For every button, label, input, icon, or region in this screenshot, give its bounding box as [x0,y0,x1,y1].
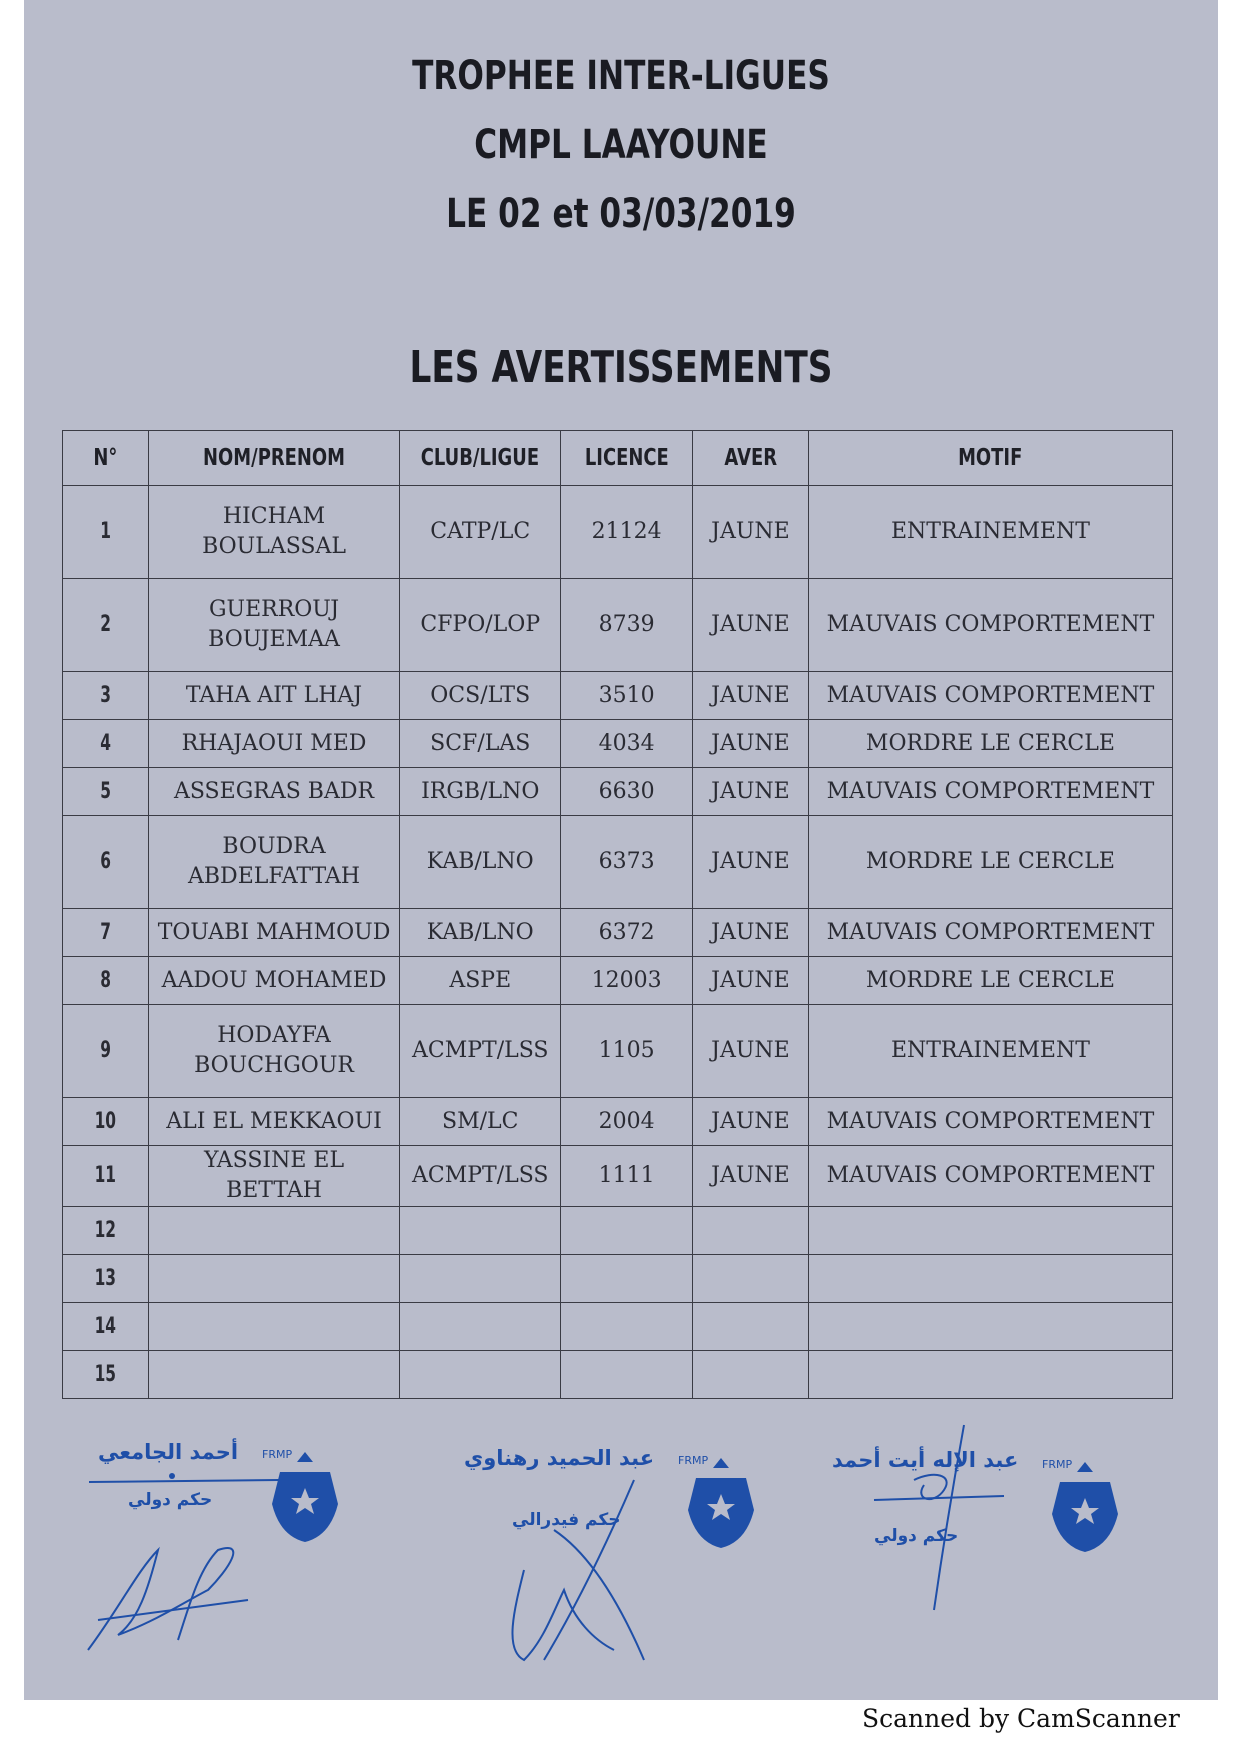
cell-licence: 12003 [561,957,693,1005]
cell-licence: 2004 [561,1098,693,1146]
cell-n: 8 [63,957,149,1005]
table-row [63,1005,1173,1098]
cell-n: 1 [63,486,149,579]
cell-aver: JAUNE [693,816,809,909]
signatory-title: حكم دولي [874,1526,959,1546]
cell-motif: ENTRAINEMENT [808,1005,1172,1098]
table-row [63,1098,1173,1146]
table-row [63,720,1173,768]
event-date: LE 02 et 03/03/2019 [446,191,796,237]
federation-emblem [676,1450,766,1554]
column-header: CLUB/LIGUE [400,431,561,486]
cell-motif: MAUVAIS COMPORTEMENT [808,768,1172,816]
handwritten-signature [78,1530,258,1660]
cell-motif: MAUVAIS COMPORTEMENT [808,1098,1172,1146]
cell-aver: JAUNE [693,1005,809,1098]
cell-name: RHAJAOUI MED [148,720,400,768]
cell-aver: JAUNE [693,1146,809,1207]
document-header [24,42,1218,249]
handwritten-signature [484,1470,684,1670]
table-row [63,486,1173,579]
signatory-name: عبد الإله أيت أحمد [832,1448,1019,1472]
cell-motif: MORDRE LE CERCLE [808,816,1172,909]
cell-club: ACMPT/LSS [400,1005,561,1098]
cell-name: HODAYFA BOUCHGOUR [148,1005,400,1098]
cell-motif [808,1351,1172,1399]
column-header: AVER [693,431,809,486]
cell-aver [693,1351,809,1399]
cell-club [400,1255,561,1303]
cell-name [148,1255,400,1303]
cell-aver: JAUNE [693,768,809,816]
cell-motif: MAUVAIS COMPORTEMENT [808,909,1172,957]
cell-aver: JAUNE [693,957,809,1005]
signatory-name: عبد الحميد رهناوي [464,1446,655,1470]
cell-n: 5 [63,768,149,816]
signature-block-3 [814,1420,1144,1670]
section-title: LES AVERTISSEMENTS [409,342,833,393]
emblem-text: FRMP [1042,1458,1073,1471]
column-header: N° [63,431,149,486]
cell-motif [808,1255,1172,1303]
cell-club: KAB/LNO [400,816,561,909]
cell-n: 2 [63,579,149,672]
cell-name [148,1351,400,1399]
table-row [63,1146,1173,1207]
crest-icon [676,1450,766,1550]
cell-aver: JAUNE [693,486,809,579]
warnings-table [62,430,1173,1399]
cell-licence: 6373 [561,816,693,909]
cell-name: ALI EL MEKKAOUI [148,1098,400,1146]
cell-licence [561,1303,693,1351]
cell-n: 9 [63,1005,149,1098]
federation-emblem [1040,1454,1130,1558]
underline-stroke [84,1470,284,1490]
cell-name: GUERROUJ BOUJEMAA [148,579,400,672]
signature-block-1 [64,1430,384,1670]
cell-club [400,1207,561,1255]
event-title: TROPHEE INTER-LIGUES [412,53,830,99]
cell-licence: 1105 [561,1005,693,1098]
federation-emblem [260,1444,350,1548]
cell-club: ACMPT/LSS [400,1146,561,1207]
crest-icon [260,1444,350,1544]
table-row [63,672,1173,720]
handwritten-signature [854,1420,1014,1620]
cell-club [400,1351,561,1399]
cell-n: 12 [63,1207,149,1255]
cell-club: KAB/LNO [400,909,561,957]
table-row [63,768,1173,816]
column-header: MOTIF [808,431,1172,486]
cell-club: ASPE [400,957,561,1005]
signatory-title: حكم فيدرالي [512,1510,621,1530]
table-body [63,486,1173,1399]
cell-name: BOUDRA ABDELFATTAH [148,816,400,909]
cell-name [148,1207,400,1255]
cell-name [148,1303,400,1351]
cell-aver [693,1303,809,1351]
emblem-text: FRMP [678,1454,709,1467]
venue-title: CMPL LAAYOUNE [474,122,768,168]
cell-n: 3 [63,672,149,720]
cell-club: OCS/LTS [400,672,561,720]
scanned-page [24,0,1218,1700]
emblem-text: FRMP [262,1448,293,1461]
cell-licence: 6372 [561,909,693,957]
cell-licence: 4034 [561,720,693,768]
column-header: LICENCE [561,431,693,486]
table-row [63,816,1173,909]
cell-name: TAHA AIT LHAJ [148,672,400,720]
table-row [63,1303,1173,1351]
cell-aver: JAUNE [693,579,809,672]
table-row [63,909,1173,957]
cell-licence: 6630 [561,768,693,816]
cell-n: 11 [63,1146,149,1207]
cell-n: 10 [63,1098,149,1146]
cell-aver [693,1255,809,1303]
cell-motif: MAUVAIS COMPORTEMENT [808,579,1172,672]
cell-licence: 3510 [561,672,693,720]
cell-n: 15 [63,1351,149,1399]
cell-licence [561,1207,693,1255]
cell-motif [808,1207,1172,1255]
table-row [63,957,1173,1005]
column-header: NOM/PRENOM [148,431,400,486]
cell-licence: 21124 [561,486,693,579]
cell-n: 7 [63,909,149,957]
cell-club [400,1303,561,1351]
cell-motif: MORDRE LE CERCLE [808,720,1172,768]
scan-credit: Scanned by CamScanner [862,1704,1180,1733]
table-row [63,1207,1173,1255]
crest-icon [1040,1454,1130,1554]
cell-club: IRGB/LNO [400,768,561,816]
cell-name: ASSEGRAS BADR [148,768,400,816]
cell-licence: 8739 [561,579,693,672]
signatory-name: أحمد الجامعي [98,1440,239,1464]
cell-name: TOUABI MAHMOUD [148,909,400,957]
cell-club: SCF/LAS [400,720,561,768]
table-row [63,1351,1173,1399]
cell-aver: JAUNE [693,672,809,720]
cell-club: CATP/LC [400,486,561,579]
cell-licence [561,1255,693,1303]
signature-block-2 [454,1430,774,1670]
cell-motif: MORDRE LE CERCLE [808,957,1172,1005]
cell-name: YASSINE EL BETTAH [148,1146,400,1207]
cell-club: CFPO/LOP [400,579,561,672]
cell-motif: ENTRAINEMENT [808,486,1172,579]
table-row [63,1255,1173,1303]
cell-licence [561,1351,693,1399]
cell-n: 14 [63,1303,149,1351]
signatory-title: حكم دولي [128,1490,213,1510]
cell-motif: MAUVAIS COMPORTEMENT [808,1146,1172,1207]
cell-name: HICHAM BOULASSAL [148,486,400,579]
table-header-row [63,431,1173,486]
cell-n: 4 [63,720,149,768]
cell-motif: MAUVAIS COMPORTEMENT [808,672,1172,720]
cell-aver: JAUNE [693,720,809,768]
cell-n: 13 [63,1255,149,1303]
table-row [63,579,1173,672]
cell-club: SM/LC [400,1098,561,1146]
cell-aver [693,1207,809,1255]
cell-name: AADOU MOHAMED [148,957,400,1005]
cell-licence: 1111 [561,1146,693,1207]
cell-motif [808,1303,1172,1351]
cell-aver: JAUNE [693,1098,809,1146]
cell-aver: JAUNE [693,909,809,957]
cell-n: 6 [63,816,149,909]
